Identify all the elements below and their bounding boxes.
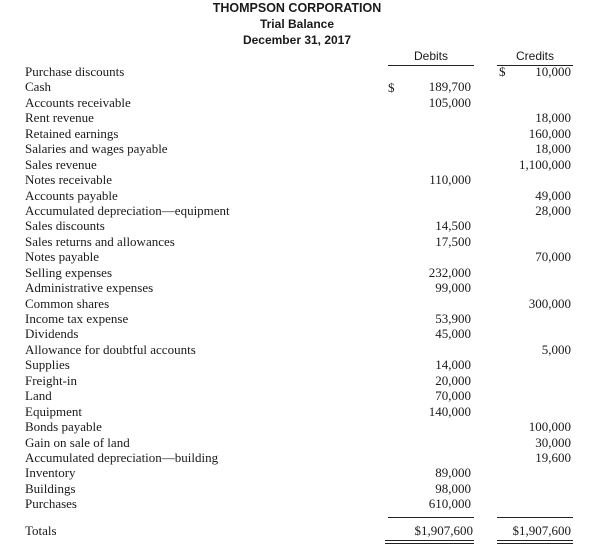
account-name: Supplies bbox=[25, 357, 70, 373]
table-row bbox=[0, 296, 594, 311]
table-row bbox=[0, 496, 594, 511]
account-name: Freight-in bbox=[25, 372, 77, 388]
report-header bbox=[0, 0, 594, 48]
table-row bbox=[0, 218, 594, 233]
account-name: Inventory bbox=[25, 465, 76, 481]
table-row bbox=[0, 79, 594, 94]
table-row bbox=[0, 141, 594, 156]
credit-currency-symbol: $ bbox=[499, 64, 506, 79]
account-name: Equipment bbox=[25, 403, 83, 419]
debit-amount: 14,000 bbox=[435, 357, 471, 373]
table-row bbox=[0, 419, 594, 434]
totals-debit: $1,907,600 bbox=[414, 523, 473, 538]
debit-amount: 610,000 bbox=[428, 496, 471, 512]
debit-subtotal-rule bbox=[388, 517, 474, 518]
credit-amount: 18,000 bbox=[535, 141, 571, 157]
table-row bbox=[0, 465, 594, 480]
table-row bbox=[0, 234, 594, 249]
account-name: Salaries and wages payable bbox=[25, 141, 168, 157]
debit-amount: 45,000 bbox=[435, 326, 471, 342]
credit-amount: 28,000 bbox=[535, 202, 571, 218]
account-name: Allowance for doubtful accounts bbox=[25, 341, 196, 357]
account-name: Rent revenue bbox=[25, 110, 94, 126]
debit-amount: 53,900 bbox=[435, 311, 471, 326]
account-name: Income tax expense bbox=[25, 311, 129, 326]
account-name: Accounts payable bbox=[25, 187, 118, 203]
credit-amount: 1,100,000 bbox=[519, 156, 571, 172]
table-row bbox=[0, 450, 594, 465]
table-row bbox=[0, 157, 594, 172]
debit-amount: 98,000 bbox=[435, 480, 471, 496]
credit-amount: 30,000 bbox=[535, 434, 571, 450]
credit-amount: 18,000 bbox=[535, 110, 571, 126]
account-name: Sales returns and allowances bbox=[25, 233, 175, 249]
account-name: Buildings bbox=[25, 480, 76, 496]
account-name: Administrative expenses bbox=[25, 280, 154, 296]
credit-amount: 19,600 bbox=[535, 449, 571, 465]
table-row bbox=[0, 249, 594, 264]
credit-amount: 100,000 bbox=[528, 419, 571, 435]
account-name: Cash bbox=[25, 79, 51, 95]
table-row bbox=[0, 404, 594, 419]
table-row bbox=[0, 203, 594, 218]
account-name: Sales discounts bbox=[25, 218, 105, 234]
credit-amount: 70,000 bbox=[535, 249, 571, 265]
account-name: Selling expenses bbox=[25, 264, 113, 280]
credit-subtotal-rule bbox=[497, 517, 573, 518]
debit-amount: 89,000 bbox=[435, 465, 471, 481]
debit-amount: 232,000 bbox=[428, 264, 471, 280]
debit-amount: 110,000 bbox=[429, 172, 471, 188]
account-name: Common shares bbox=[25, 295, 110, 311]
debit-total-double-rule bbox=[385, 540, 474, 544]
totals-credit: $1,907,600 bbox=[512, 523, 571, 538]
debits-column-header: Debits bbox=[388, 49, 474, 66]
debit-amount: 20,000 bbox=[435, 372, 471, 388]
totals-row bbox=[0, 523, 594, 539]
table-row bbox=[0, 172, 594, 187]
account-name: Dividends bbox=[25, 326, 79, 342]
totals-label: Totals bbox=[25, 523, 57, 538]
trial-balance-rows bbox=[0, 64, 594, 512]
table-row bbox=[0, 126, 594, 141]
report-title: Trial Balance bbox=[259, 17, 335, 31]
debit-amount: 99,000 bbox=[435, 280, 471, 296]
table-row bbox=[0, 326, 594, 341]
account-name: Purchase discounts bbox=[25, 64, 125, 79]
account-name: Notes payable bbox=[25, 249, 100, 265]
credit-amount: 49,000 bbox=[535, 187, 571, 203]
debit-amount: 14,500 bbox=[435, 218, 471, 234]
debit-amount: 189,700 bbox=[428, 79, 471, 95]
table-row bbox=[0, 357, 594, 372]
credit-amount: 160,000 bbox=[528, 125, 571, 141]
debit-amount: 17,500 bbox=[435, 233, 471, 249]
account-name: Notes receivable bbox=[25, 172, 112, 188]
account-name: Bonds payable bbox=[25, 419, 102, 435]
table-row bbox=[0, 373, 594, 388]
account-name: Land bbox=[25, 388, 52, 404]
table-row bbox=[0, 388, 594, 403]
credit-amount: 300,000 bbox=[528, 295, 571, 311]
account-name: Retained earnings bbox=[25, 125, 119, 141]
debit-amount: 140,000 bbox=[428, 403, 471, 419]
table-row bbox=[0, 265, 594, 280]
account-name: Accumulated depreciation—building bbox=[25, 449, 219, 465]
table-row bbox=[0, 311, 594, 326]
credit-amount: 5,000 bbox=[541, 341, 571, 357]
table-row bbox=[0, 188, 594, 203]
account-name: Accounts receivable bbox=[25, 94, 131, 110]
credit-amount: 10,000 bbox=[535, 64, 571, 79]
table-row bbox=[0, 481, 594, 496]
table-row bbox=[0, 435, 594, 450]
table-row bbox=[0, 280, 594, 295]
table-row bbox=[0, 342, 594, 357]
account-name: Purchases bbox=[25, 496, 77, 512]
company-name: THOMPSON CORPORATION bbox=[212, 1, 382, 15]
debit-currency-symbol: $ bbox=[388, 79, 395, 95]
account-name: Gain on sale of land bbox=[25, 434, 130, 450]
debit-amount: 105,000 bbox=[428, 94, 471, 110]
account-name: Sales revenue bbox=[25, 156, 97, 172]
credit-total-double-rule bbox=[497, 540, 573, 544]
table-row bbox=[0, 95, 594, 110]
report-date: December 31, 2017 bbox=[242, 33, 352, 47]
table-row bbox=[0, 110, 594, 125]
credits-column-header: Credits bbox=[497, 49, 573, 66]
debit-amount: 70,000 bbox=[435, 388, 471, 404]
account-name: Accumulated depreciation—equipment bbox=[25, 202, 230, 218]
